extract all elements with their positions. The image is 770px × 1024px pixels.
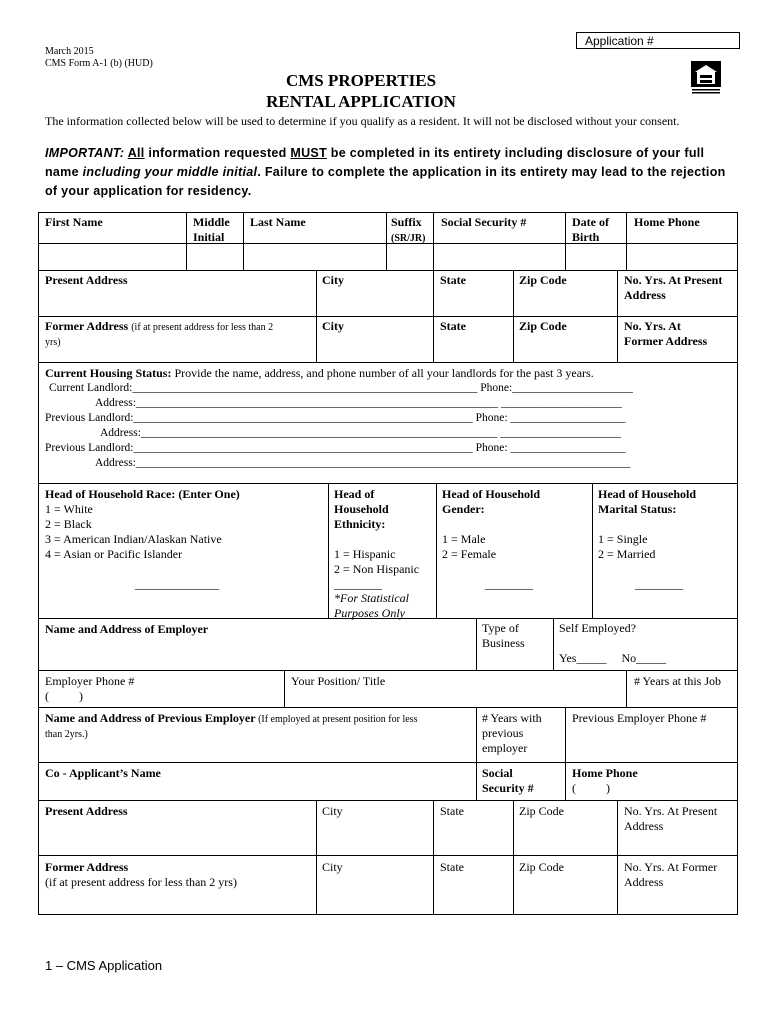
important-text-3: . Failure to complete the application in its entirety may lead to the rejection of your application for residency. bbox=[45, 165, 726, 198]
divider bbox=[328, 483, 329, 618]
state-label: State bbox=[440, 273, 466, 287]
gender-option: 1 = Male bbox=[442, 532, 486, 546]
home-phone-label: Home Phone bbox=[634, 215, 700, 229]
co-yrs-present-line: No. Yrs. At Present bbox=[624, 804, 718, 818]
divider bbox=[38, 670, 738, 671]
gender-title bbox=[442, 487, 540, 517]
state-label: State bbox=[440, 319, 466, 333]
yrs-former-line-1: No. Yrs. At bbox=[624, 319, 681, 333]
self-employed-yes-no[interactable]: Yes_____ No_____ bbox=[559, 651, 667, 665]
city-label: City bbox=[322, 319, 344, 333]
marital-option: 1 = Single bbox=[598, 532, 648, 546]
important-text-2: be completed in its entirety including disclosure of your full name bbox=[45, 146, 705, 179]
divider bbox=[476, 707, 477, 762]
housing-heading-text: Provide the name, address, and phone number of all your landlords for the past 3 years. bbox=[171, 366, 594, 380]
application-number-box[interactable] bbox=[576, 32, 740, 49]
divider bbox=[243, 212, 244, 270]
important-notice bbox=[45, 144, 735, 201]
ethnicity-title bbox=[334, 487, 389, 532]
yrs-present-line-1: No. Yrs. At Present bbox=[624, 273, 723, 287]
previous-employer-title: Name and Address of Previous Employer bbox=[45, 711, 256, 725]
gender-entry-blank[interactable]: ________ bbox=[485, 577, 533, 591]
divider bbox=[38, 243, 738, 244]
title-line-2: RENTAL APPLICATION bbox=[266, 92, 456, 111]
employer-label: Name and Address of Employer bbox=[45, 622, 209, 636]
co-state-label: State bbox=[440, 804, 464, 818]
business-type-line: Business bbox=[482, 636, 525, 650]
form-date: March 2015 bbox=[45, 46, 94, 57]
marital-title-line: Marital Status: bbox=[598, 502, 677, 516]
divider bbox=[316, 270, 317, 362]
co-former-address-note: (if at present address for less than 2 yrs) bbox=[45, 875, 237, 889]
page-title bbox=[0, 70, 722, 112]
statistical-note-line: *For Statistical bbox=[334, 591, 409, 605]
statistical-note-line: Purposes Only bbox=[334, 606, 405, 620]
co-city-label: City bbox=[322, 804, 343, 818]
co-present-address-label: Present Address bbox=[45, 804, 128, 818]
years-previous-label bbox=[482, 711, 542, 756]
co-ssn-label bbox=[482, 766, 534, 796]
divider bbox=[433, 800, 434, 915]
ethnicity-title-line: Head of bbox=[334, 487, 375, 501]
divider bbox=[553, 618, 554, 670]
divider bbox=[565, 707, 566, 762]
divider bbox=[433, 270, 434, 362]
previous-landlord-line[interactable]: Previous Landlord:___________________________________________________________ Phone: ____________________ bbox=[45, 412, 626, 424]
co-applicant-name-label: Co - Applicant’s Name bbox=[45, 766, 161, 780]
co-zip-label: Zip Code bbox=[519, 860, 564, 874]
years-previous-line: employer bbox=[482, 741, 528, 755]
marital-title bbox=[598, 487, 696, 517]
marital-option: 2 = Married bbox=[598, 547, 656, 561]
ethnicity-title-line: Ethnicity: bbox=[334, 517, 386, 531]
divider bbox=[38, 855, 738, 856]
landlord-address-line[interactable]: Address:______________________________________________________________________________________ bbox=[95, 457, 631, 469]
form-meta bbox=[45, 46, 153, 70]
race-option: 4 = Asian or Pacific Islander bbox=[45, 547, 183, 561]
marital-entry-blank[interactable]: ________ bbox=[635, 577, 683, 591]
divider bbox=[38, 800, 738, 801]
former-address-note: (if at present address for less than 2 bbox=[131, 322, 274, 333]
divider bbox=[565, 212, 566, 270]
middle-initial-line-2: Initial bbox=[193, 230, 225, 244]
former-address-note-2: yrs) bbox=[45, 337, 61, 348]
housing-heading-title: Current Housing Status: bbox=[45, 366, 172, 380]
previous-employer-note: (If employed at present position for less bbox=[255, 714, 418, 725]
suffix-sub-label: (SR/JR) bbox=[391, 233, 426, 244]
co-former-address-label bbox=[45, 860, 237, 890]
race-option: 1 = White bbox=[45, 502, 93, 516]
co-yrs-former-line: Address bbox=[624, 875, 664, 889]
yrs-former-line-2: Former Address bbox=[624, 334, 708, 348]
divider bbox=[38, 762, 738, 763]
divider bbox=[476, 618, 477, 670]
ethnicity-entry-blank[interactable]: ________ bbox=[334, 577, 382, 591]
co-state-label: State bbox=[440, 860, 464, 874]
zip-label: Zip Code bbox=[519, 319, 567, 333]
landlord-address-line[interactable]: Address:_______________________________________________________________ _____________________ bbox=[95, 397, 622, 409]
suffix-label: Suffix bbox=[391, 215, 422, 229]
intro-text: The information collected below will be used to determine if you qualify as a resident. It will not be disclosed without your consent. bbox=[45, 114, 680, 128]
important-text-1: information requested bbox=[144, 146, 291, 160]
divider bbox=[513, 800, 514, 915]
ethnicity-title-line: Household bbox=[334, 502, 389, 516]
ethnicity-option: 1 = Hispanic bbox=[334, 547, 396, 561]
gender-title-line: Head of Household bbox=[442, 487, 541, 501]
previous-employer-note-2: than 2yrs.) bbox=[45, 729, 88, 740]
divider bbox=[513, 270, 514, 362]
co-former-address-title: Former Address bbox=[45, 860, 129, 874]
middle-initial-line-1: Middle bbox=[193, 215, 230, 229]
business-type-line: Type of bbox=[482, 621, 519, 635]
previous-employer-label bbox=[45, 711, 417, 742]
divider bbox=[565, 762, 566, 800]
application-number-label: Application # bbox=[585, 34, 654, 48]
years-previous-line: # Years with bbox=[482, 711, 542, 725]
zip-label: Zip Code bbox=[519, 273, 567, 287]
yrs-former-label bbox=[624, 319, 707, 349]
self-employed-label: Self Employed? bbox=[559, 621, 636, 635]
marital-title-line: Head of Household bbox=[598, 487, 697, 501]
last-name-label: Last Name bbox=[250, 215, 306, 229]
important-lead: IMPORTANT: bbox=[45, 146, 125, 160]
co-zip-label: Zip Code bbox=[519, 804, 564, 818]
previous-landlord-line[interactable]: Previous Landlord:___________________________________________________________ Phone: ____________________ bbox=[45, 442, 626, 454]
race-title: Head of Household Race: (Enter One) bbox=[45, 487, 240, 501]
divider bbox=[626, 670, 627, 707]
years-job-label: # Years at this Job bbox=[634, 674, 722, 688]
dob-line-2: Birth bbox=[572, 230, 600, 244]
divider bbox=[38, 483, 738, 484]
page-footer: 1 – CMS Application bbox=[45, 958, 163, 973]
divider bbox=[386, 212, 387, 270]
co-ssn-line: Social bbox=[482, 766, 513, 780]
employer-phone-field[interactable]: ( ) bbox=[45, 689, 83, 703]
co-yrs-present-label bbox=[624, 804, 717, 834]
co-yrs-former-line: No. Yrs. At Former bbox=[624, 860, 718, 874]
equal-housing-logo-icon bbox=[690, 60, 722, 96]
title-line-1: CMS PROPERTIES bbox=[285, 71, 437, 90]
ssn-label: Social Security # bbox=[441, 215, 527, 229]
race-option: 3 = American Indian/Alaskan Native bbox=[45, 532, 222, 546]
important-must: MUST bbox=[290, 146, 328, 160]
co-home-phone-field[interactable]: ( ) bbox=[572, 781, 610, 795]
business-type-label bbox=[482, 621, 525, 651]
yrs-present-label bbox=[624, 273, 722, 303]
race-option: 2 = Black bbox=[45, 517, 92, 531]
employer-phone-label: Employer Phone # bbox=[45, 674, 135, 688]
co-city-label: City bbox=[322, 860, 343, 874]
divider bbox=[316, 800, 317, 915]
divider bbox=[433, 212, 434, 270]
gender-option: 2 = Female bbox=[442, 547, 497, 561]
divider bbox=[617, 270, 618, 362]
former-address-title: Former Address bbox=[45, 319, 129, 333]
divider bbox=[38, 316, 738, 317]
previous-employer-phone-label: Previous Employer Phone # bbox=[572, 711, 707, 725]
city-label: City bbox=[322, 273, 344, 287]
dob-label bbox=[572, 215, 609, 245]
housing-heading bbox=[45, 366, 594, 381]
form-id: CMS Form A-1 (b) (HUD) bbox=[45, 58, 153, 69]
co-home-phone-label: Home Phone bbox=[572, 766, 638, 780]
former-address-label bbox=[45, 319, 273, 350]
race-entry-blank[interactable]: ______________ bbox=[135, 577, 219, 591]
divider bbox=[626, 212, 627, 270]
divider bbox=[617, 800, 618, 915]
divider bbox=[476, 762, 477, 800]
divider bbox=[38, 270, 738, 271]
position-label: Your Position/ Title bbox=[291, 674, 386, 688]
current-landlord-line[interactable]: Current Landlord:____________________________________________________________ Phone:_____________________ bbox=[49, 382, 633, 394]
divider bbox=[592, 483, 593, 618]
co-yrs-former-label bbox=[624, 860, 717, 890]
landlord-address-line[interactable]: Address:______________________________________________________________ _____________________ bbox=[100, 427, 622, 439]
divider bbox=[436, 483, 437, 618]
co-ssn-line: Security # bbox=[482, 781, 534, 795]
ethnicity-option: 2 = Non Hispanic bbox=[334, 562, 420, 576]
divider bbox=[284, 670, 285, 707]
middle-initial-label bbox=[193, 215, 230, 245]
first-name-label: First Name bbox=[45, 215, 103, 229]
divider bbox=[38, 707, 738, 708]
gender-title-line: Gender: bbox=[442, 502, 485, 516]
statistical-note bbox=[334, 591, 409, 621]
divider bbox=[38, 362, 738, 363]
important-middle-initial: including your middle initial bbox=[82, 165, 258, 179]
important-all: All bbox=[127, 146, 145, 160]
years-previous-line: previous bbox=[482, 726, 524, 740]
yrs-present-line-2: Address bbox=[624, 288, 666, 302]
divider bbox=[186, 212, 187, 270]
dob-line-1: Date of bbox=[572, 215, 609, 229]
present-address-label: Present Address bbox=[45, 273, 128, 287]
co-yrs-present-line: Address bbox=[624, 819, 664, 833]
